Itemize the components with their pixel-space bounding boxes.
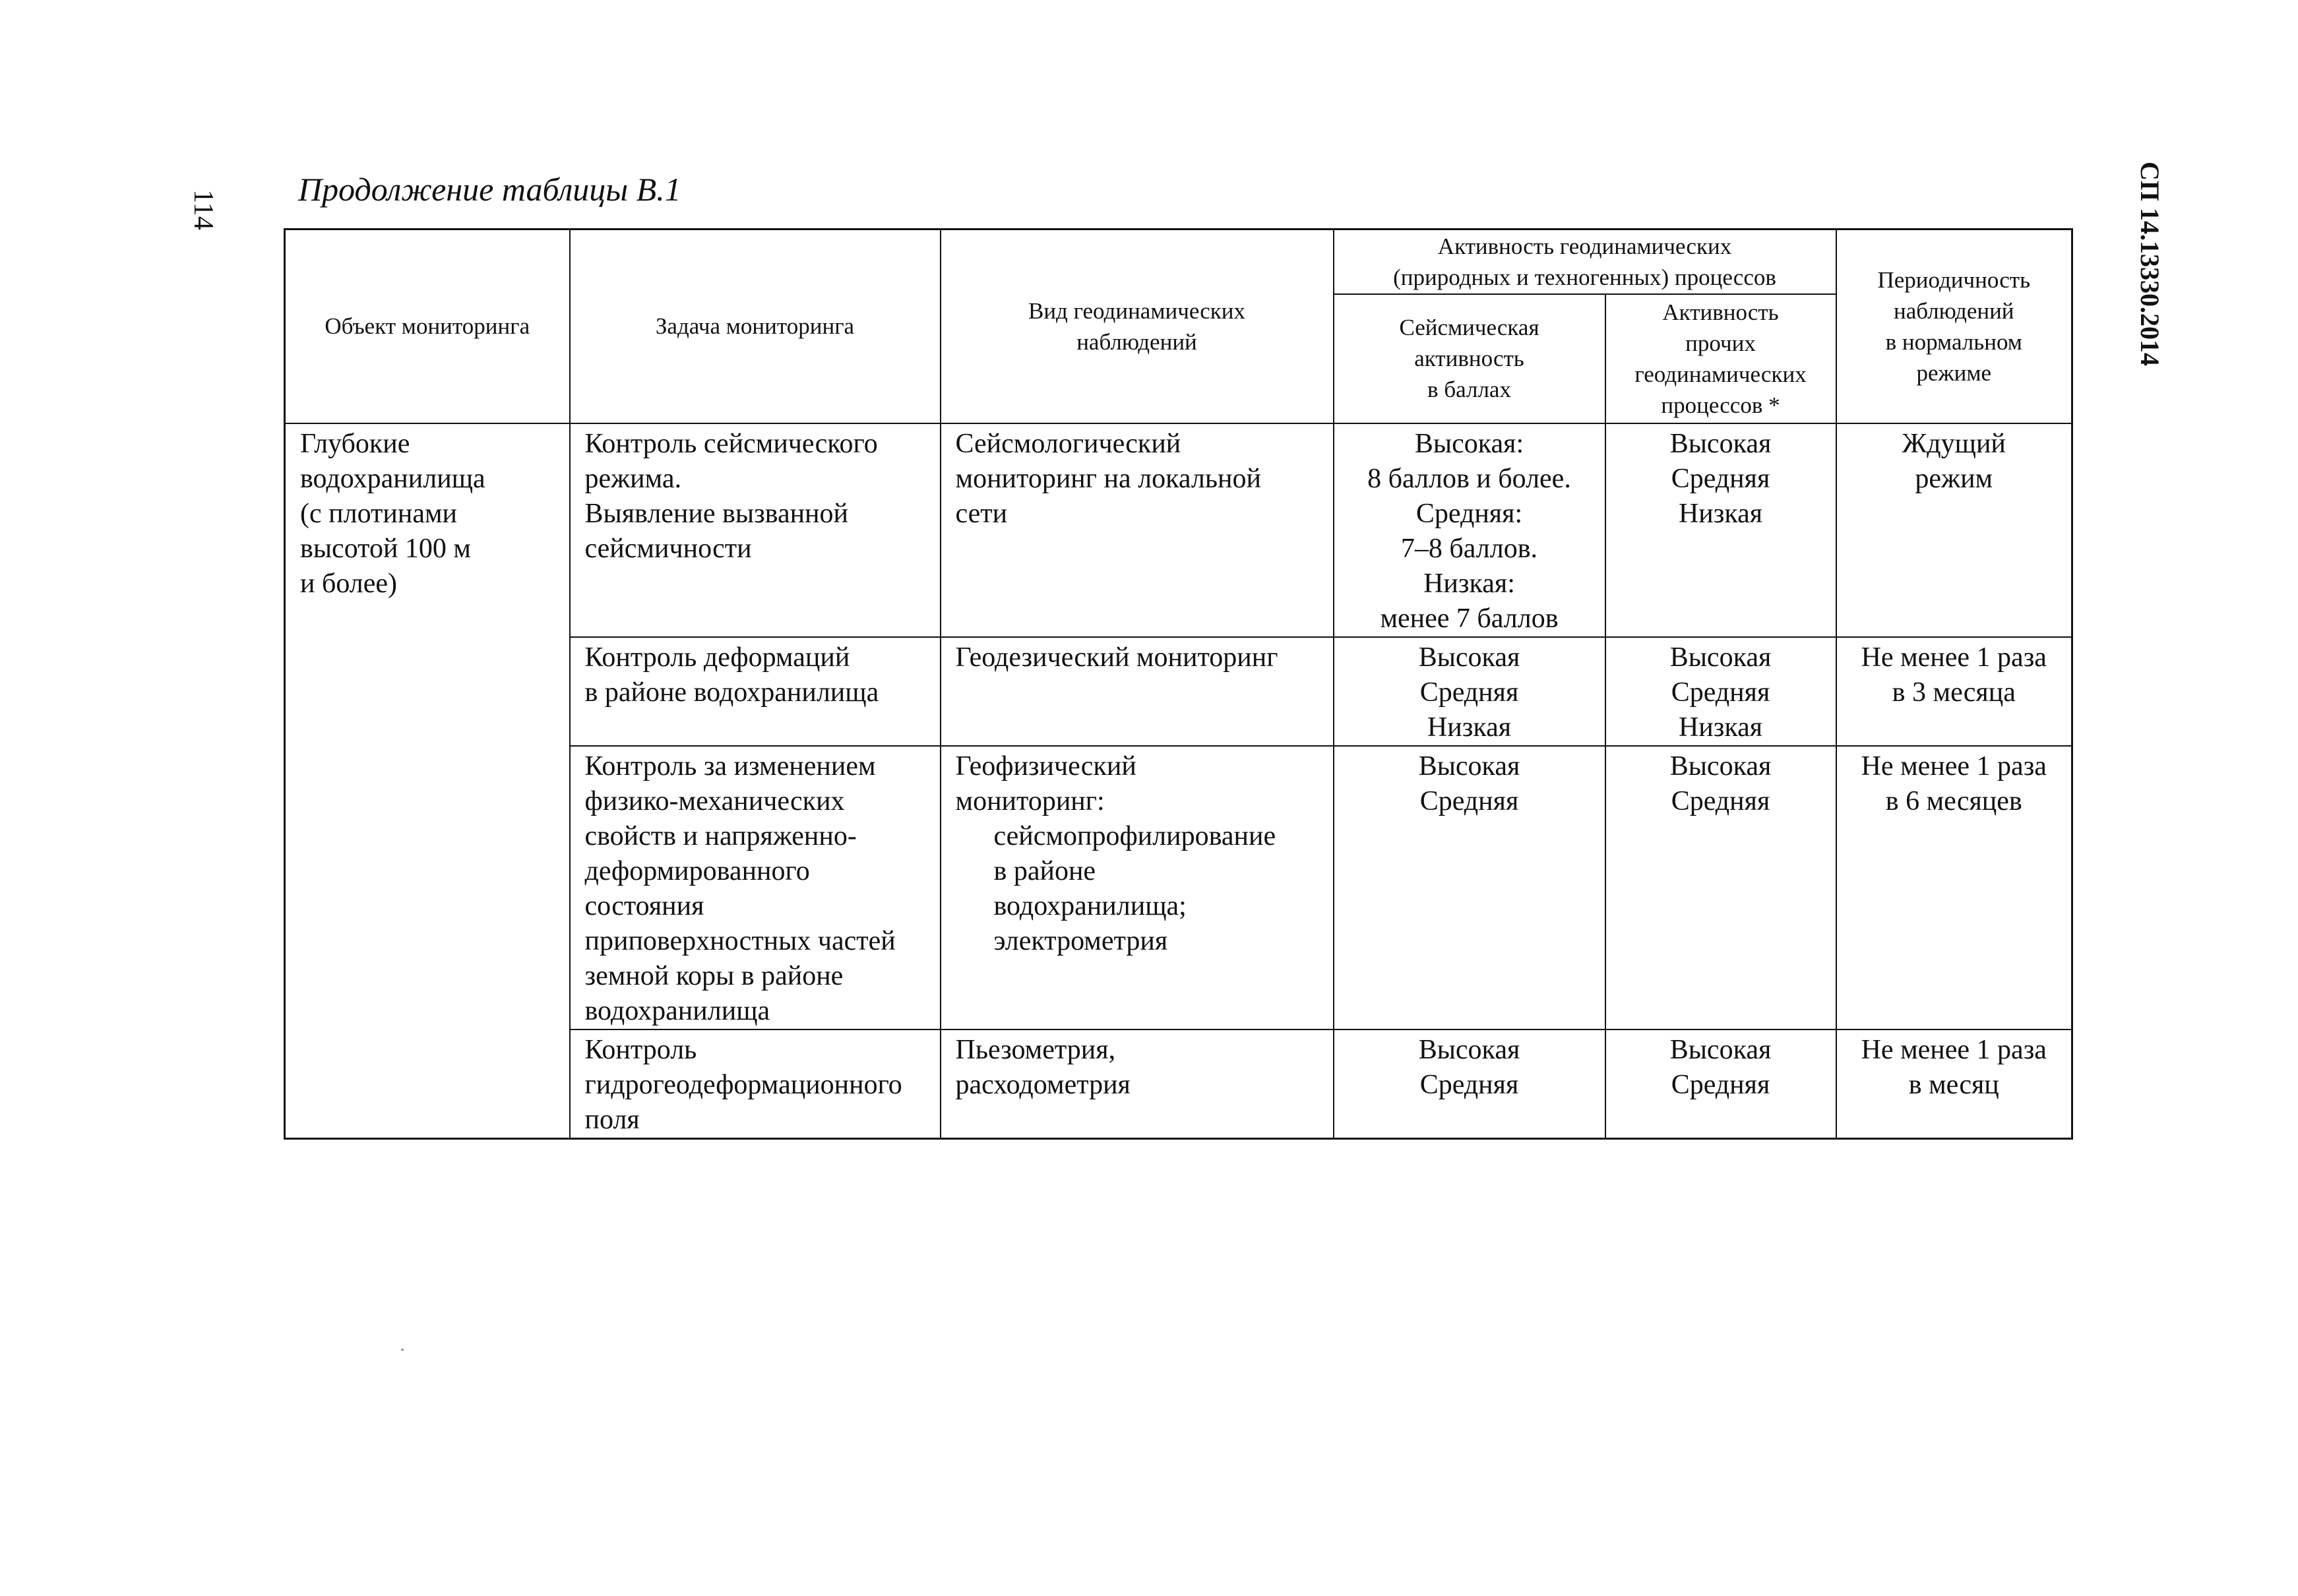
table-row bbox=[285, 423, 2072, 637]
header-object: Объект мониторинга bbox=[285, 230, 570, 423]
task-cell: Контроль сейсмического режима. Выявление вызванной сейсмичности bbox=[570, 423, 941, 637]
header-period: Периодичность наблюдений в нормальном режиме bbox=[1836, 230, 2072, 423]
table-caption: Продолжение таблицы В.1 bbox=[298, 171, 681, 208]
scan-artifact bbox=[401, 1349, 404, 1351]
other-activity-cell: Высокая Средняя Низкая bbox=[1605, 637, 1836, 746]
page-number: 114 bbox=[188, 189, 218, 230]
monitoring-table bbox=[284, 228, 2073, 1140]
other-activity-cell: Высокая Средняя bbox=[1605, 746, 1836, 1029]
seismic-cell: Высокая Средняя bbox=[1334, 746, 1605, 1029]
document-code: СП 14.13330.2014 bbox=[2135, 162, 2165, 366]
period-cell: Не менее 1 раза в 3 месяца bbox=[1836, 637, 2072, 746]
period-cell: Ждущий режим bbox=[1836, 423, 2072, 637]
other-activity-cell: Высокая Средняя bbox=[1605, 1029, 1836, 1139]
seismic-cell: Высокая Средняя Низкая bbox=[1334, 637, 1605, 746]
header-kind: Вид геодинамических наблюдений bbox=[941, 230, 1334, 423]
kind-cell: Геофизический мониторинг: сейсмопрофилирование в районе водохранилища; электрометрия bbox=[941, 746, 1334, 1029]
header-other-activity: Активность прочих геодинамических процессов * bbox=[1605, 294, 1836, 423]
task-cell: Контроль деформаций в районе водохранилища bbox=[570, 637, 941, 746]
header-activity-group: Активность геодинамических (природных и техногенных) процессов bbox=[1334, 230, 1836, 294]
header-seismic: Сейсмическая активность в баллах bbox=[1334, 294, 1605, 423]
period-cell: Не менее 1 раза в месяц bbox=[1836, 1029, 2072, 1139]
task-cell: Контроль за изменением физико-механических свойств и напряженно- деформированного состояния приповерхностных частей земной коры в районе водохранилища bbox=[570, 746, 941, 1029]
period-cell: Не менее 1 раза в 6 месяцев bbox=[1836, 746, 2072, 1029]
other-activity-cell: Высокая Средняя Низкая bbox=[1605, 423, 1836, 637]
task-cell: Контроль гидрогеодеформационного поля bbox=[570, 1029, 941, 1139]
seismic-cell: Высокая: 8 баллов и более. Средняя: 7–8 баллов. Низкая: менее 7 баллов bbox=[1334, 423, 1605, 637]
kind-cell: Сейсмологический мониторинг на локальной сети bbox=[941, 423, 1334, 637]
kind-cell: Пьезометрия, расходометрия bbox=[941, 1029, 1334, 1139]
object-cell: Глубокие водохранилища (с плотинами высотой 100 м и более) bbox=[285, 423, 570, 1139]
header-task: Задача мониторинга bbox=[570, 230, 941, 423]
kind-cell: Геодезический мониторинг bbox=[941, 637, 1334, 746]
seismic-cell: Высокая Средняя bbox=[1334, 1029, 1605, 1139]
